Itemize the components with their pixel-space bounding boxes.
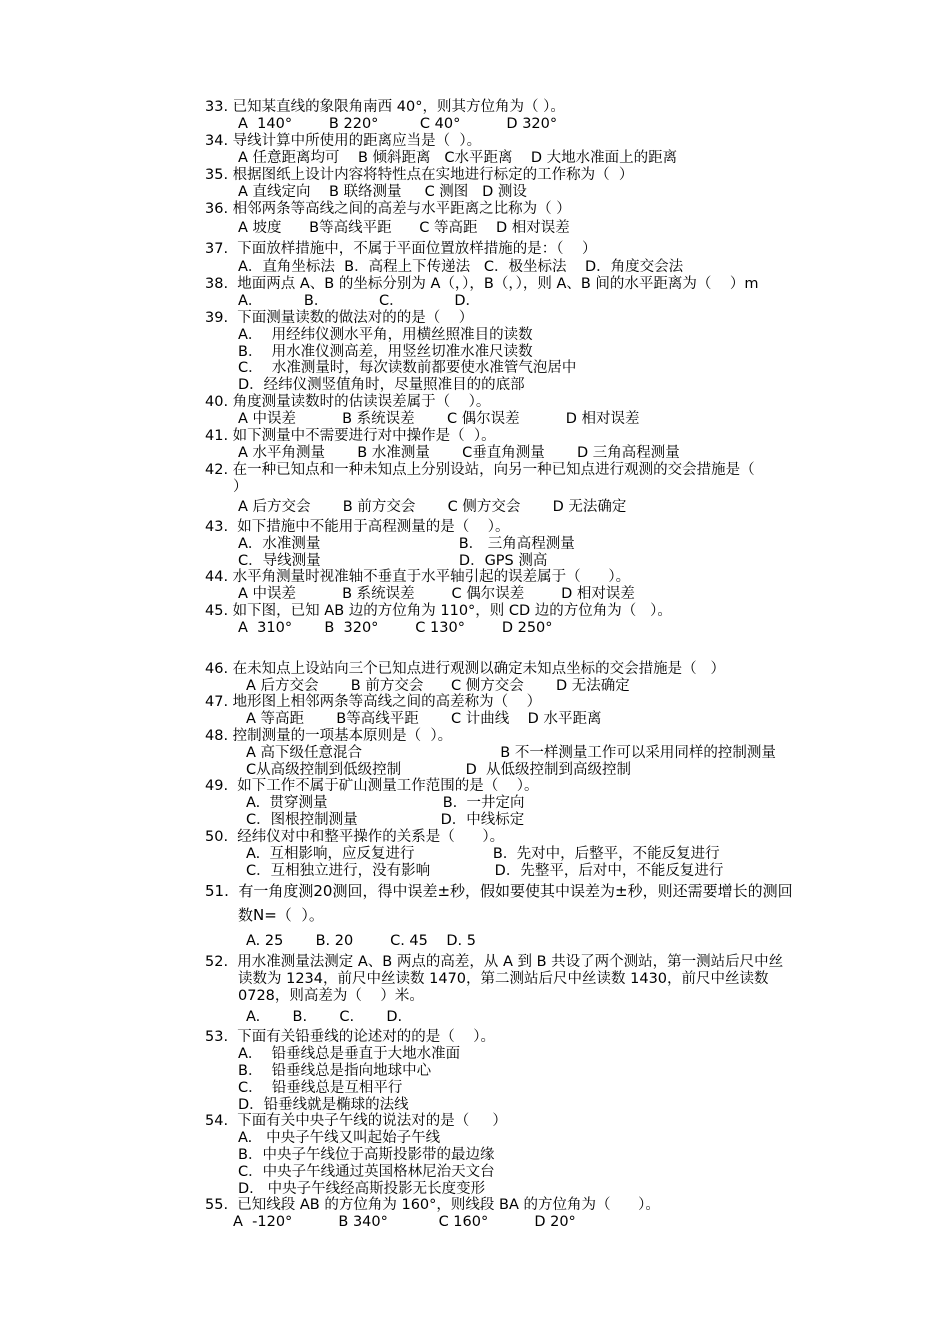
q40-options: A 中误差 B 系统误差 C 偶尔误差 D 相对误差 — [238, 411, 640, 427]
q48-options-ab: A 高下级任意混合 B 不一样测量工作可以采用同样的控制测量 — [246, 745, 776, 761]
q46-options: A 后方交会 B 前方交会 C 侧方交会 D 无法确定 — [246, 678, 630, 694]
q49-options-cd: C．图根控制测量 D．中线标定 — [246, 812, 525, 828]
q52-options: A. B. C. D. — [246, 1009, 403, 1025]
q55-options: A -120° B 340° C 160° D 20° — [233, 1214, 576, 1230]
q35-options: A 直线定向 B 联络测量 C 测图 D 测设 — [238, 184, 527, 200]
q45-options: A 310° B 320° C 130° D 250° — [238, 620, 553, 636]
q35-stem: 35. 根据图纸上设计内容将特性点在实地进行标定的工作称为（ ） — [205, 167, 634, 183]
q53-option-b: B． 铅垂线总是指向地球中心 — [238, 1063, 432, 1079]
q48-stem: 48. 控制测量的一项基本原则是（ ）。 — [205, 728, 453, 744]
q50-stem: 50. 经纬仪对中和整平操作的关系是（ ）。 — [205, 829, 505, 845]
q38-options: A． B． C． D． — [238, 293, 481, 309]
q39-option-b: B． 用水准仪测高差，用竖丝切准水准尺读数 — [238, 344, 533, 360]
q54-stem: 54. 下面有关中央子午线的说法对的是（ ） — [205, 1113, 507, 1129]
q34-options: A 任意距离均可 B 倾斜距离 C水平距离 D 大地水准面上的距离 — [238, 150, 678, 166]
q52-stem: 52. 用水准测量法测定 A、B 两点的高差，从 A 到 B 共设了两个测站，第一测站后尺中丝 — [205, 954, 784, 970]
q54-option-b: B．中央子午线位于高斯投影带的最边缘 — [238, 1147, 495, 1163]
q36-options: A 坡度 B等高线平距 C 等高距 D 相对误差 — [238, 220, 570, 236]
q43-options-ab: A．水准测量 B． 三角高程测量 — [238, 536, 575, 552]
q39-option-d: D．经纬仪测竖值角时，尽量照准目的的底部 — [238, 377, 525, 393]
q47-options: A 等高距 B等高线平距 C 计曲线 D 水平距离 — [246, 711, 602, 727]
q48-options-cd: C从高级控制到低级控制 D 从低级控制到高级控制 — [246, 762, 632, 778]
q53-option-d: D．铅垂线就是椭球的法线 — [238, 1097, 409, 1113]
q54-option-d: D. 中央子午线经高斯投影无长度变形 — [238, 1181, 486, 1197]
q41-stem: 41. 如下测量中不需要进行对中操作是（ ）。 — [205, 428, 496, 444]
q39-stem: 39. 下面测量读数的做法对的的是（ ） — [205, 310, 474, 326]
q49-options-ab: A. 贯穿测量 B. 一井定向 — [246, 795, 525, 811]
q43-options-cd: C．导线测量 D．GPS 测高 — [238, 553, 548, 569]
q51-options: A. 25 B. 20 C. 45 D. 5 — [246, 933, 476, 949]
q42-stem: 42. 在一种已知点和一种未知点上分别设站，向另一种已知点进行观测的交会措施是（ — [205, 462, 755, 478]
q45-stem: 45. 如下图，已知 AB 边的方位角为 110°，则 CD 边的方位角为（ ）。 — [205, 603, 672, 619]
q37-options: A．直角坐标法 B．高程上下传递法 C．极坐标法 D．角度交会法 — [238, 259, 684, 275]
q46-stem: 46. 在未知点上设站向三个已知点进行观测以确定未知点坐标的交会措施是（ ） — [205, 661, 725, 677]
q53-stem: 53. 下面有关铅垂线的论述对的的是（ ）。 — [205, 1029, 495, 1045]
q51-stem-cont: 数N=（ ）。 — [238, 906, 324, 924]
q49-stem: 49. 如下工作不属于矿山测量工作范围的是（ ）。 — [205, 778, 539, 794]
q33-stem: 33. 已知某直线的象限角南西 40°，则其方位角为（ ）。 — [205, 99, 565, 115]
q44-stem: 44. 水平角测量时视准轴不垂直于水平轴引起的误差属于（ ）。 — [205, 569, 631, 585]
q43-stem: 43. 如下措施中不能用于高程测量的是（ ）。 — [205, 519, 510, 535]
q37-stem: 37. 下面放样措施中，不属于平面位置放样措施的是：（ ） — [205, 241, 597, 257]
q39-option-a: A． 用经纬仪测水平角，用横丝照准目的读数 — [238, 327, 533, 343]
q53-option-a: A． 铅垂线总是垂直于大地水准面 — [238, 1046, 461, 1062]
q50-options-ab: A. 互相影响，应反复进行 B. 先对中，后整平，不能反复进行 — [246, 846, 720, 862]
q52-stem-cont1: 读数为 1234，前尺中丝读数 1470，第二测站后尺中丝读数 1430，前尺中丝读数 — [238, 971, 769, 987]
q39-option-c: C． 水准测量时，每次读数前都要使水准管气泡居中 — [238, 360, 577, 376]
q41-options: A 水平角测量 B 水准测量 C垂直角测量 D 三角高程测量 — [238, 445, 680, 461]
q52-stem-cont2: 0728，则高差为（ ）米。 — [238, 988, 424, 1004]
q42-options: A 后方交会 B 前方交会 C 侧方交会 D 无法确定 — [238, 499, 627, 515]
q54-option-c: C．中央子午线通过英国格林尼治天文台 — [238, 1164, 495, 1180]
q50-options-cd: C．互相独立进行，没有影响 D．先整平，后对中，不能反复进行 — [246, 863, 724, 879]
q53-option-c: C． 铅垂线总是互相平行 — [238, 1080, 403, 1096]
q36-stem: 36. 相邻两条等高线之间的高差与水平距离之比称为（ ） — [205, 201, 571, 217]
q44-options: A 中误差 B 系统误差 C 偶尔误差 D 相对误差 — [238, 586, 635, 602]
q55-stem: 55. 已知线段 AB 的方位角为 160°，则线段 BA 的方位角为（ ）。 — [205, 1197, 660, 1213]
q40-stem: 40. 角度测量读数时的估读误差属于（ ）。 — [205, 394, 491, 410]
q33-options: A 140° B 220° C 40° D 320° — [238, 116, 558, 132]
q34-stem: 34. 导线计算中所使用的距离应当是（ ）。 — [205, 133, 482, 149]
q38-stem: 38. 地面两点 A、B 的坐标分别为 A（，），B（，），则 A、B 间的水平距离为（ ）m — [205, 276, 759, 292]
q42-stem-cont: ） — [233, 479, 248, 495]
q51-stem: 51. 有一角度测20测回，得中误差±秒，假如要使其中误差为±秒，则还需要增长的测回 — [205, 882, 793, 900]
q54-option-a: A. 中央子午线又叫起始子午线 — [238, 1130, 441, 1146]
q47-stem: 47. 地形图上相邻两条等高线之间的高差称为（ ） — [205, 694, 542, 710]
